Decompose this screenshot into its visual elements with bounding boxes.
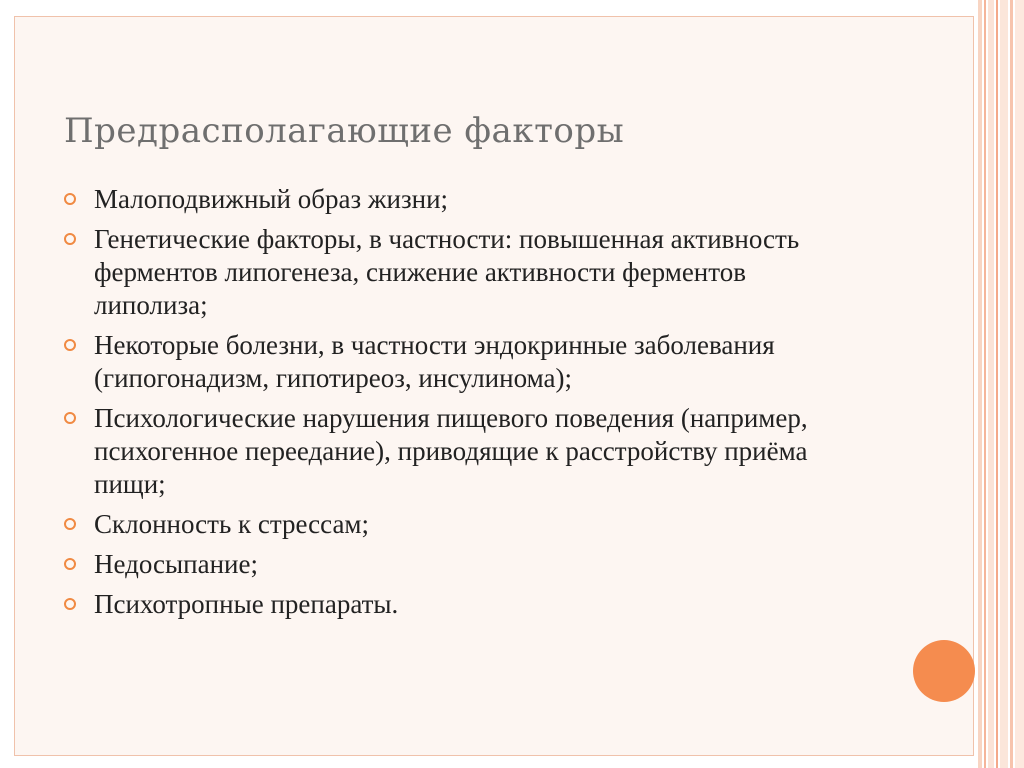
bullet-item (64, 548, 864, 581)
bullet-text: Психотропные препараты. (94, 589, 399, 619)
decorative-stripe (978, 0, 982, 768)
bullet-text: Психологические нарушения пищевого поведения (например, психогенное переедание), приводящие к расстройству приёма пищи; (94, 403, 808, 499)
bullet-icon (64, 558, 76, 570)
bullet-item (64, 508, 864, 541)
bullet-item (64, 183, 864, 216)
bullet-icon (64, 598, 76, 610)
decorative-stripe (984, 0, 986, 768)
decorative-stripe (988, 0, 994, 768)
decorative-stripe (1010, 0, 1013, 768)
slide-title: Предрасполагающие факторы (64, 111, 625, 151)
decorative-stripe (996, 0, 998, 768)
bullet-item (64, 588, 864, 621)
decorative-stripe (1015, 0, 1024, 768)
bullet-icon (64, 412, 76, 424)
decorative-circle (913, 640, 975, 702)
bullet-list (64, 183, 864, 628)
bullet-item (64, 329, 864, 395)
bullet-icon (64, 233, 76, 245)
bullet-text: Малоподвижный образ жизни; (94, 184, 449, 214)
bullet-text: Склонность к стрессам; (94, 509, 370, 539)
bullet-item (64, 402, 864, 501)
bullet-text: Генетические факторы, в частности: повышенная активность ферментов липогенеза, снижение активности ферментов липолиза; (94, 224, 800, 320)
bullet-item (64, 223, 864, 322)
bullet-icon (64, 518, 76, 530)
bullet-icon (64, 339, 76, 351)
bullet-text: Недосыпание; (94, 549, 258, 579)
bullet-icon (64, 193, 76, 205)
decorative-stripe (1000, 0, 1008, 768)
bullet-text: Некоторые болезни, в частности эндокринные заболевания (гипогонадизм, гипотиреоз, инсулинома); (94, 330, 775, 393)
